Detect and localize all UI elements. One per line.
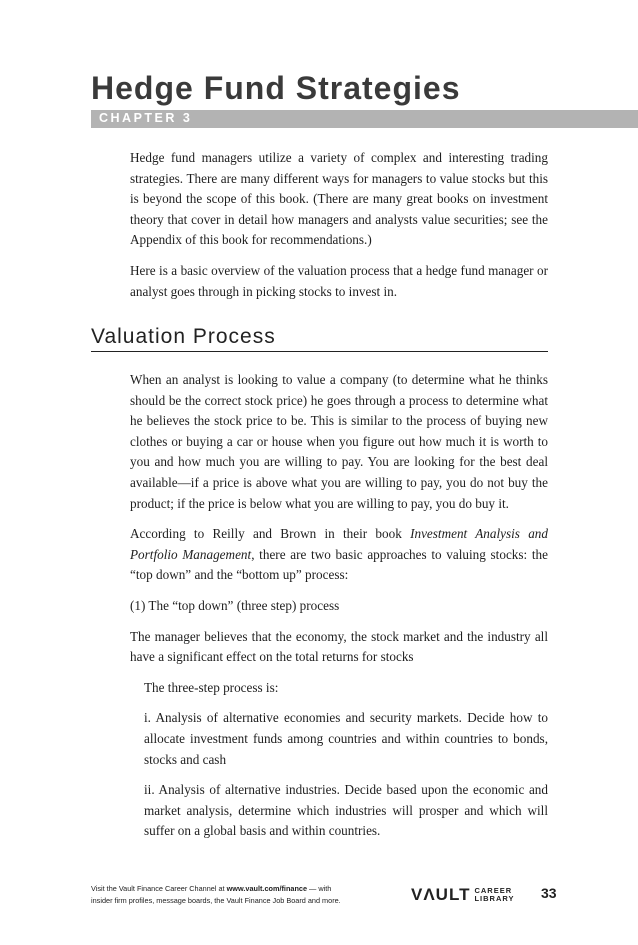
section-heading: Valuation Process (91, 325, 276, 348)
paragraph-2-end: , there are two basic approaches to valuing stocks: the “top down” and the “bottom up” process: (130, 546, 548, 583)
footer-line-1-end: — with (307, 884, 332, 893)
section-paragraph-2 (130, 524, 548, 586)
intro-paragraph-1: Hedge fund managers utilize a variety of complex and interesting trading strategies. There are many different ways for managers to value stocks but this is beyond the scope of this book. (There are many great books on investment theory that cover in detail how managers and analysts value securities; see the Appendix of this book for recommendations.) (130, 150, 548, 248)
footer-line-1-start: Visit the Vault Finance Career Channel at (91, 884, 227, 893)
vault-logo-subtitle (474, 887, 514, 903)
logo-sub-library: LIBRARY (474, 894, 515, 903)
footer-line-1 (91, 883, 341, 895)
section-paragraph-5: The three-step process is: (144, 679, 279, 695)
section-paragraph-7: ii. Analysis of alternative industries. Decide based upon the economic and market analysis, determine which industries will prosper and which will suffer on a global basis and within countries. (144, 782, 548, 839)
chapter-bar (91, 110, 638, 128)
section-text (130, 370, 548, 852)
book-title: Investment Analysis and Portfolio Management (130, 526, 548, 562)
footer-link[interactable]: www.vault.com/finance (226, 884, 308, 893)
vault-logo-text: VΛULT (411, 885, 471, 904)
page-title: Hedge Fund Strategies (91, 70, 461, 106)
section-paragraph-1: When an analyst is looking to value a company (to determine what he thinks should be the correct stock price) he goes through a process to determine what he believes the stock price to be. This is similar to the process of buying new clothes or buying a car or house when you figure out how much it is worth to you and how much you are willing to pay. You are looking for the best deal available—if a price is above what you are willing to pay, you do not buy the product; if the price is below what you are willing to pay, you do buy it. (130, 372, 548, 511)
intro-text (130, 148, 548, 312)
section-paragraph-6: i. Analysis of alternative economies and security markets. Decide how to allocate investment funds among countries and within countries to bonds, stocks and cash (144, 710, 548, 767)
page-number: 33 (541, 885, 557, 901)
section-header (91, 325, 548, 352)
section-paragraph-3: (1) The “top down” (three step) process (130, 597, 340, 613)
section-paragraph-4: The manager believes that the economy, the stock market and the industry all have a significant effect on the total returns for stocks (130, 628, 548, 665)
chapter-label: CHAPTER 3 (99, 111, 193, 125)
footer-text (91, 883, 341, 907)
intro-paragraph-2: Here is a basic overview of the valuation process that a hedge fund manager or analyst goes through in picking stocks to invest in. (130, 262, 548, 299)
footer-line-2: insider firm profiles, message boards, the Vault Finance Job Board and more. (91, 896, 341, 905)
logo-sub-career: CAREER (474, 886, 513, 895)
vault-logo (411, 885, 515, 905)
paragraph-2-start: According to Reilly and Brown in their book (130, 526, 411, 542)
